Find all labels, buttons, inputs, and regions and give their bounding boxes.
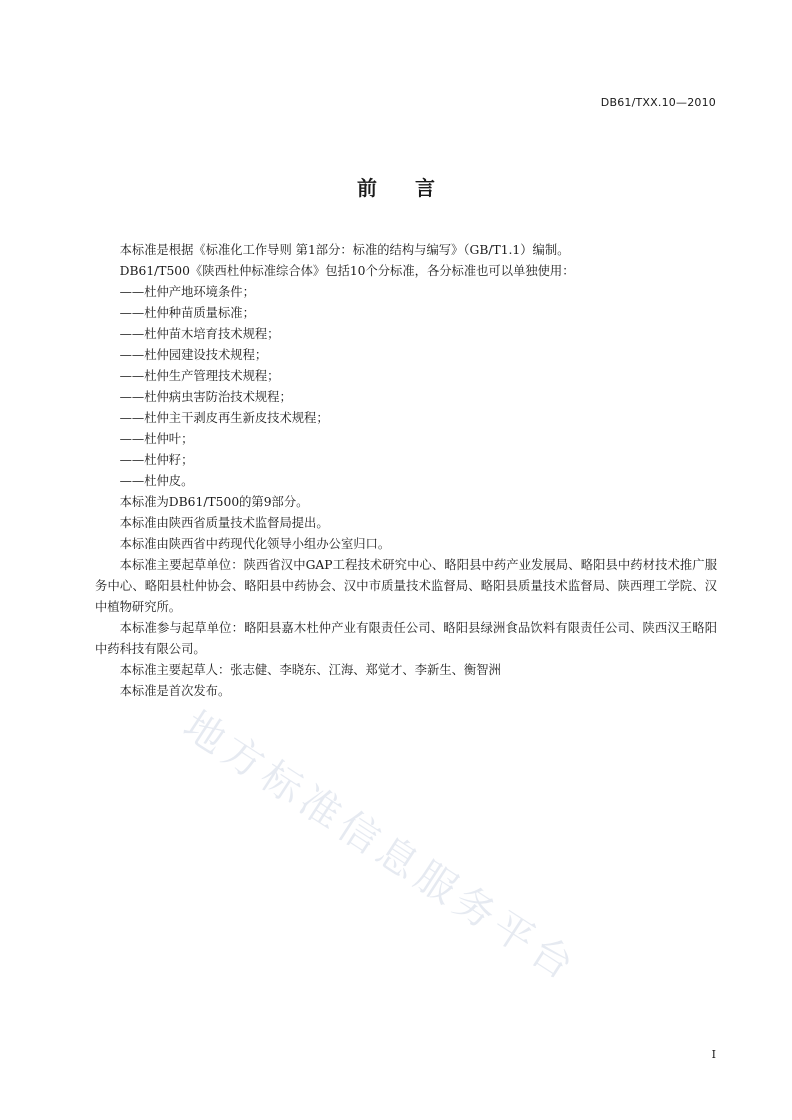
watermark: 地方标准信息服务平台 — [175, 702, 586, 992]
list-item: ——杜仲病虫害防治技术规程； — [119, 390, 292, 404]
list-item: ——杜仲籽； — [119, 453, 194, 467]
list-item: ——杜仲苗木培育技术规程； — [119, 327, 280, 341]
paragraph: 本标准是首次发布。 — [119, 684, 231, 698]
paragraph: 本标准由陕西省中药现代化领导小组办公室归口。 — [119, 537, 391, 551]
paragraph: 本标准由陕西省质量技术监督局提出。 — [119, 516, 329, 530]
list-item: ——杜仲种苗质量标准； — [119, 306, 255, 320]
paragraph: 本标准主要起草单位：陕西省汉中GAP工程技术研究中心、略阳县中药产业发展局、略阳县中药材技术推广服务中心、略阳县杜仲协会、略阳县中药协会、汉中市质量技术监督局、略阳县质量技术监督局、陕西理工学院、汉中植物研究所。 — [95, 558, 717, 614]
list-item: ——杜仲皮。 — [119, 474, 194, 488]
list-item: ——杜仲生产管理技术规程； — [119, 369, 280, 383]
page-number: I — [711, 1048, 716, 1061]
paragraph: 本标准为DB61/T500的第9部分。 — [119, 495, 309, 509]
list-item: ——杜仲园建设技术规程； — [119, 348, 268, 362]
list-item: ——杜仲叶； — [119, 432, 194, 446]
paragraph: DB61/T500《陕西杜仲标准综合体》包括10个分标准，各分标准也可以单独使用： — [119, 264, 575, 278]
paragraph: 本标准主要起草人：张志健、李晓东、江海、郑觉才、李新生、衡智洲 — [119, 663, 501, 677]
paragraph: 本标准是根据《标准化工作导则 第1部分：标准的结构与编写》（GB/T1.1）编制。 — [119, 243, 570, 257]
paragraph: 本标准参与起草单位：略阳县嘉木杜仲产业有限责任公司、略阳县绿洲食品饮料有限责任公司、陕西汉王略阳中药科技有限公司。 — [95, 621, 717, 656]
document-body — [95, 240, 717, 702]
header-code: DB61/TXX.10—2010 — [600, 96, 716, 109]
list-item: ——杜仲主干剥皮再生新皮技术规程； — [119, 411, 329, 425]
list-item: ——杜仲产地环境条件； — [119, 285, 255, 299]
page-title: 前言 — [357, 176, 473, 200]
